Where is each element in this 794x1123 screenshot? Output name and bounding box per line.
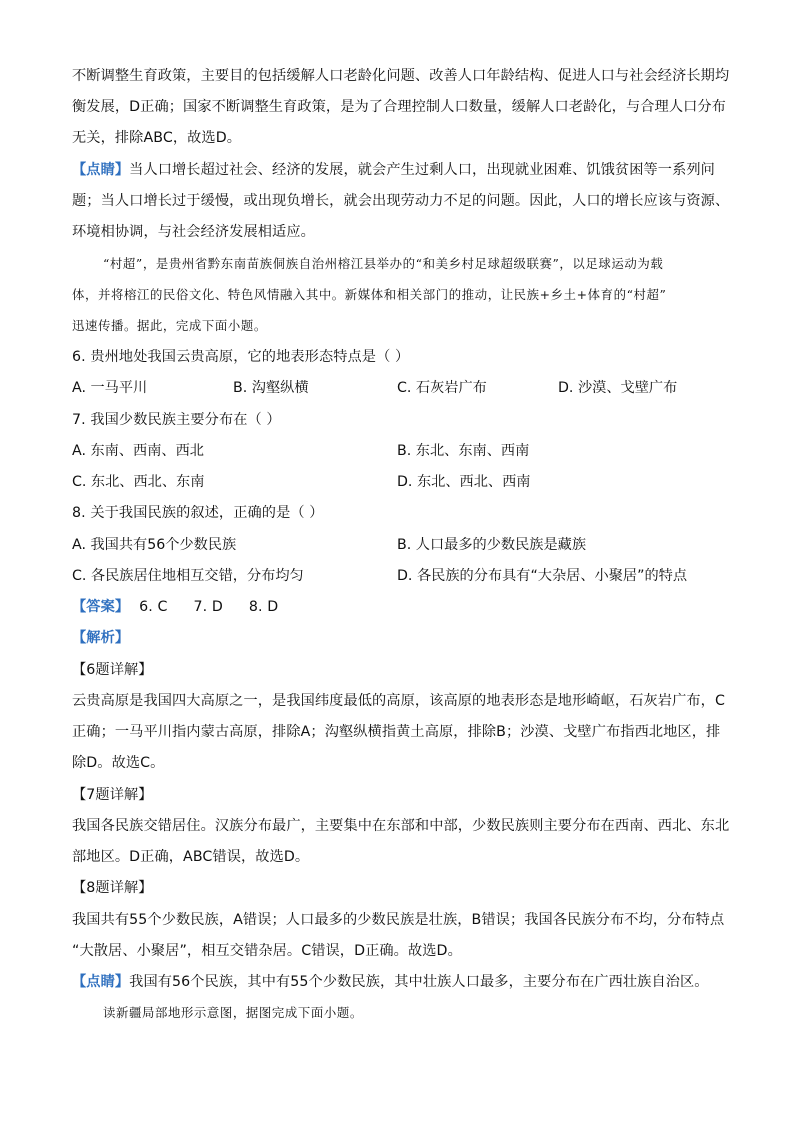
question-6-stem: 6. 贵州地处我国云贵高原，它的地表形态特点是（ ） bbox=[72, 349, 410, 365]
q8-option-b: B. 人口最多的少数民族是藏族 bbox=[397, 537, 587, 553]
q6-option-c: C. 石灰岩广布 bbox=[397, 380, 487, 396]
passage-line: 读新疆局部地形示意图，据图完成下面小题。 bbox=[103, 1005, 363, 1020]
tip-text: 我国有56个民族，其中有55个少数民族，其中壮族人口最多，主要分布在广西壮族自治区。 bbox=[129, 974, 709, 990]
detail-line: “大散居、小聚居”，相互交错杂居。C错误，D正确。故选D。 bbox=[72, 943, 462, 959]
passage-line: 迅速传播。据此，完成下面小题。 bbox=[72, 318, 267, 333]
q7-option-c: C. 东北、西北、东南 bbox=[72, 474, 205, 490]
tip-paragraph bbox=[72, 972, 709, 992]
answer-6: 6. C bbox=[139, 599, 168, 615]
intro-line: 不断调整生育政策，主要目的包括缓解人口老龄化问题、改善人口年龄结构、促进人口与社会经济长期均 bbox=[72, 68, 730, 84]
q8-option-a: A. 我国共有56个少数民族 bbox=[72, 537, 237, 553]
question-8-stem: 8. 关于我国民族的叙述，正确的是（ ） bbox=[72, 505, 324, 521]
detail-heading: 【8题详解】 bbox=[72, 880, 153, 896]
detail-line: 部地区。D正确，ABC错误，故选D。 bbox=[72, 849, 310, 865]
tip-line: 题；当人口增长过于缓慢，或出现负增长，就会出现劳动力不足的问题。因此，人口的增长应该与资源、 bbox=[72, 193, 730, 209]
tip-tag: 【点睛】 bbox=[72, 162, 130, 178]
detail-heading: 【6题详解】 bbox=[72, 662, 153, 678]
q7-option-d: D. 东北、西北、西南 bbox=[397, 474, 531, 490]
question-7-stem: 7. 我国少数民族主要分布在（ ） bbox=[72, 412, 281, 428]
answer-tag: 【答案】 bbox=[72, 599, 130, 615]
tip-tag: 【点睛】 bbox=[72, 974, 130, 990]
detail-line: 我国共有55个少数民族，A错误；人口最多的少数民族是壮族，B错误；我国各民族分布不均，分布特点 bbox=[72, 912, 725, 928]
passage-line: 体，并将榕江的民俗文化、特色风情融入其中。新媒体和相关部门的推动，让民族+乡土+体育的“村超” bbox=[72, 287, 667, 302]
passage-line: “村超”，是贵州省黔东南苗族侗族自治州榕江县举办的“和美乡村足球超级联赛”，以足球运动为载 bbox=[103, 256, 664, 271]
tip-text: 当人口增长超过社会、经济的发展，就会产生过剩人口，出现就业困难、饥饿贫困等一系列问 bbox=[129, 162, 715, 178]
tip-paragraph bbox=[72, 160, 715, 180]
tip-line: 环境相协调，与社会经济发展相适应。 bbox=[72, 224, 315, 240]
analysis-tag: 【解析】 bbox=[72, 630, 130, 646]
q8-option-c: C. 各民族居住地相互交错，分布均匀 bbox=[72, 568, 304, 584]
answer-line bbox=[72, 597, 278, 617]
answer-7: 7. D bbox=[193, 599, 223, 615]
detail-line: 我国各民族交错居住。汉族分布最广，主要集中在东部和中部，少数民族则主要分布在西南、西北、东北 bbox=[72, 818, 730, 834]
detail-heading: 【7题详解】 bbox=[72, 787, 153, 803]
answer-8: 8. D bbox=[248, 599, 279, 615]
detail-line: 正确；一马平川指内蒙古高原，排除A；沟壑纵横指黄土高原，排除B；沙漠、戈壁广布指西北地区，排 bbox=[72, 724, 721, 740]
q6-option-d: D. 沙漠、戈壁广布 bbox=[558, 380, 678, 396]
intro-line: 衡发展，D正确；国家不断调整生育政策，是为了合理控制人口数量，缓解人口老龄化，与合理人口分布 bbox=[72, 99, 726, 115]
detail-line: 除D。故选C。 bbox=[72, 755, 165, 771]
detail-line: 云贵高原是我国四大高原之一，是我国纬度最低的高原，该高原的地表形态是地形崎岖，石灰岩广布，C bbox=[72, 693, 725, 709]
q6-option-b: B. 沟壑纵横 bbox=[233, 380, 309, 396]
q6-option-a: A. 一马平川 bbox=[72, 380, 148, 396]
q7-option-a: A. 东南、西南、西北 bbox=[72, 443, 204, 459]
q7-option-b: B. 东北、东南、西南 bbox=[397, 443, 530, 459]
q8-option-d: D. 各民族的分布具有“大杂居、小聚居”的特点 bbox=[397, 568, 688, 584]
intro-line: 无关，排除ABC，故选D。 bbox=[72, 130, 242, 146]
